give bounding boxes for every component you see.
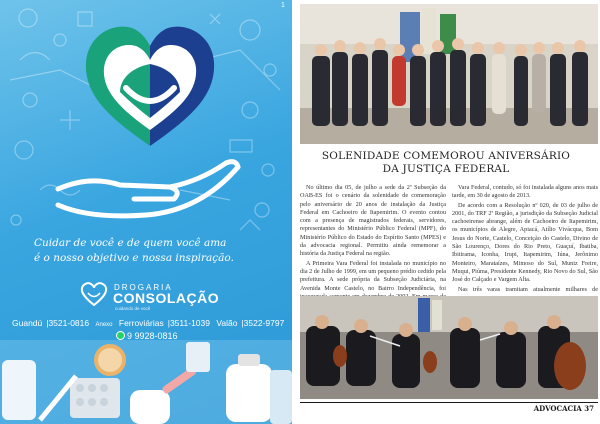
paragraph: No último dia 05, de julho a sede da 2ª Subseção da OAB-ES foi o cenário da solenidade de comemoração pelo aniversário de 20 anos de instalação da Justiça Federal em Cachoeiro de Itapemirim. O evento contou com a presença de magistrados federais, servidores, representantes do Ministério Público Federal (MPF), do Ministério Público do Estado do Espírito Santo (MPES) e da advocacia regional. Permitiu ainda rememorar a história da Justiça Federal na região.: [300, 184, 446, 258]
footer-rule: [300, 402, 598, 403]
slogan-line-2: é o nosso objetivo e nossa inspiração.: [34, 252, 234, 264]
group-photo: [300, 4, 598, 144]
brand-heart-icon: [80, 281, 108, 307]
phone-list: [12, 318, 292, 328]
pharmacy-products-illustration: [0, 340, 292, 424]
article-headline-line-2: DA JUSTIÇA FEDERAL: [382, 163, 510, 175]
orchestra-photo: [300, 296, 598, 399]
open-hand-icon: [50, 145, 250, 225]
brand-label: DROGARIA: [114, 283, 173, 292]
slogan: [34, 236, 274, 266]
phone-number: |3511-1039: [167, 318, 210, 328]
page-number: 1: [281, 2, 285, 9]
article-column-right: [452, 184, 598, 303]
paragraph: Vara Federal, contudo, só foi instalada alguns anos mais tarde, em 30 de agosto de 2013.: [452, 184, 598, 200]
brand-tagline: cuidando de você: [115, 306, 151, 311]
phone-number: |3521-0816: [46, 318, 90, 328]
phone-city: Ferroviárias: [118, 318, 164, 328]
whatsapp-number: 9 9928-0816: [127, 331, 178, 341]
article-column-left: [300, 184, 446, 310]
brand-name: CONSOLAÇÃO: [113, 290, 220, 306]
phone-city: Guandú: [12, 318, 43, 328]
paragraph: De acordo com a Resolução nº 020, de 03 de julho de 2001, do TRF 2ª Região, a jurisdição da Subseção Judicial cachoeirense abrange, além de Cachoeiro de Itapemirim, os municípios de Alegre, Apiacá, Atílio Vivácqua, Bom Jesus do Norte, Castelo, Conceição do Castelo, Divino de São Lourenço, Dores do Rio Preto, Guaçuí, Ibatiba, Ibitirama, Iconha, Irupi, Itapemirim, Iúna, Jerônimo Monteiro, Marataízes, Mimoso do Sul, Muniz Freire, Muqui, Piúma, Presidente Kennedy, Rio Novo do Sul, São José do Calçado e Vargem Alta.: [452, 201, 598, 284]
footer-page-label: ADVOCACIA 37: [533, 404, 594, 413]
whatsapp-icon: [116, 331, 125, 340]
article-headline-line-1: SOLENIDADE COMEMOROU ANIVERSÁRIO: [321, 150, 571, 162]
article-page: [292, 0, 600, 424]
heart-logo-icon: [80, 18, 220, 153]
phone-city: Valão: [216, 318, 238, 328]
pharmacy-advertisement: [0, 0, 292, 424]
phone-number: |3522-9797: [241, 318, 285, 328]
phone-separator: Anexo: [95, 322, 113, 328]
paragraph: A Primeira Vara Federal foi instalada no município no dia 2 de Julho de 1999, em um pequeno prédio cedido pela prefeitura. A sede própria da Subseção Judiciária, na Avenida Monte Castelo, no Bairro Independência, foi: [300, 259, 446, 292]
slogan-line-1: Cuidar de você e de quem você ama: [34, 237, 227, 249]
paragraph: Nas três varas tramitam atualmente milhares de: [458, 285, 598, 293]
